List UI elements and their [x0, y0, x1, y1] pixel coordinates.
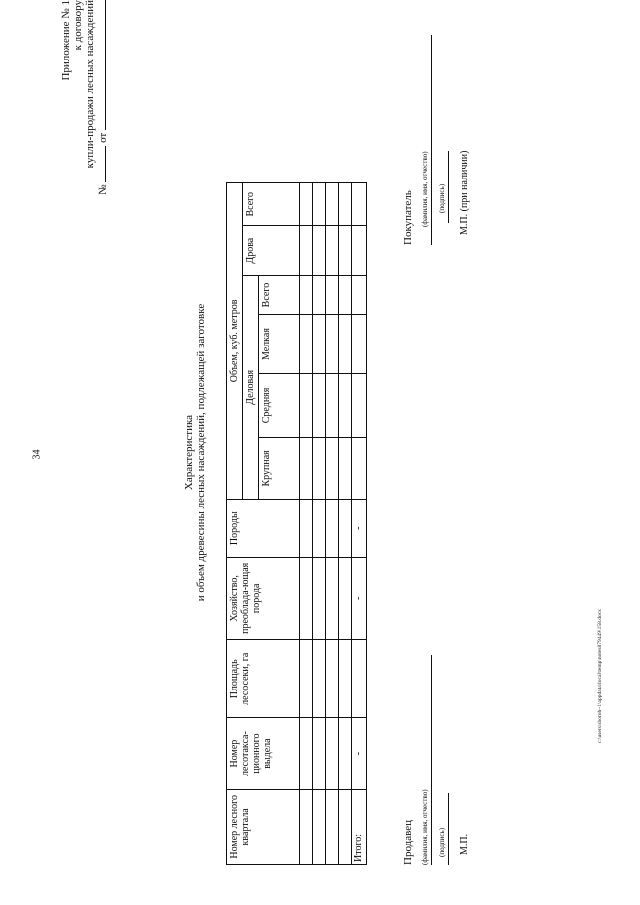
total-cell: -: [352, 499, 367, 557]
seller-role: Продавец: [402, 819, 414, 865]
seller-stamp: М.П.: [459, 833, 470, 855]
total-cell: [352, 226, 367, 276]
total-cell: [352, 183, 367, 226]
header-species: Породы: [227, 499, 300, 557]
total-cell: [352, 275, 367, 314]
table-row: [300, 183, 313, 865]
buyer-signature-block: [402, 25, 470, 245]
buyer-sign-line: [448, 151, 449, 223]
header-allotment: Номер лесотакса-ционного выдела: [227, 718, 300, 789]
total-cell: [352, 437, 367, 499]
appendix-header: [60, 0, 109, 300]
page-number: 34: [31, 449, 43, 460]
buyer-role: Покупатель: [402, 190, 414, 245]
title-line-2: и объем древесины лесных насаждений, подлежащей заготовке: [195, 303, 207, 602]
table-row: [339, 183, 352, 865]
header-total-business: Всего: [259, 275, 300, 314]
buyer-name-caption: (фамилия, имя, отчество): [421, 151, 429, 227]
seller-name-caption: (фамилия, имя, отчество): [421, 789, 429, 865]
buyer-sign-caption: (подпись): [438, 183, 446, 213]
appendix-contract-ref: к договору: [72, 0, 84, 51]
buyer-name-line: [431, 35, 432, 245]
table-header-row-1: [227, 183, 243, 865]
header-total: Всего: [243, 183, 300, 226]
header-business: Деловая: [243, 275, 259, 499]
seller-sign-line: [448, 793, 449, 865]
table-row: [313, 183, 326, 865]
header-volume: Объем, куб. метров: [227, 183, 243, 500]
total-label: Итого:: [352, 789, 367, 864]
table-total-row: [352, 183, 367, 865]
total-cell: [352, 640, 367, 718]
appendix-contract-name: купли-продажи лесных насаждений: [84, 0, 96, 169]
document-title: [183, 0, 207, 905]
buyer-stamp: М.П. (при наличии): [459, 150, 470, 235]
timber-volume-table: [226, 182, 367, 865]
seller-sign-caption: (подпись): [438, 827, 446, 857]
header-firewood: Дрова: [243, 226, 300, 276]
date-blank: [96, 0, 106, 130]
seller-name-line: [431, 655, 432, 865]
header-large: Крупная: [259, 437, 300, 499]
table-row: [326, 183, 339, 865]
seller-signature-block: [402, 645, 470, 865]
appendix-title: Приложение № 1: [60, 0, 72, 81]
appendix-number-line: [96, 0, 109, 300]
header-quarter: Номер лесного квартала: [227, 789, 300, 864]
number-sign: №: [97, 184, 109, 195]
footer-file-path: c:\users\sboroh~1\appdata\local\temp\notes879449\158.docx: [597, 609, 603, 743]
from-word: от: [97, 132, 109, 143]
header-small: Мелкая: [259, 315, 300, 374]
header-medium: Средняя: [259, 373, 300, 437]
total-cell: [352, 373, 367, 437]
title-line-1: Характеристика: [183, 414, 195, 491]
total-cell: -: [352, 557, 367, 640]
header-area: Площадь лесосеки, га: [227, 640, 300, 718]
total-cell: [352, 315, 367, 374]
total-cell: -: [352, 718, 367, 789]
number-blank: [96, 146, 106, 182]
header-farm: Хозяйство, преоблада-ющая порода: [227, 557, 300, 640]
